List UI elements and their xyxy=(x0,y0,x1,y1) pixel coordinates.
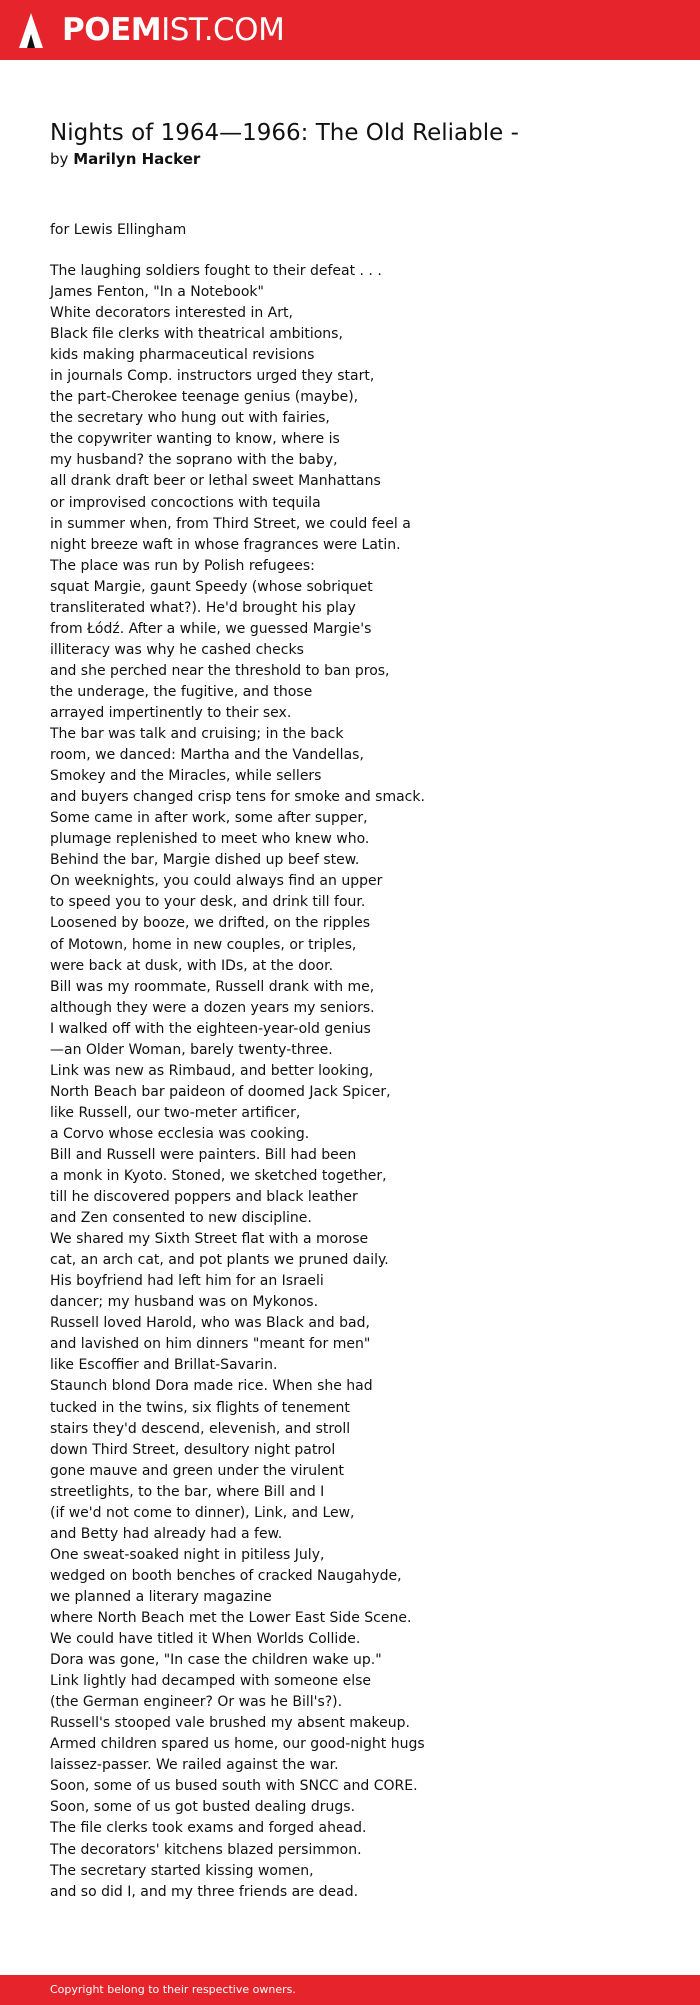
author-name: Marilyn Hacker xyxy=(73,150,201,168)
poem-line: from Łódź. After a while, we guessed Margie's xyxy=(50,620,372,637)
poem-line: of Motown, home in new couples, or triples, xyxy=(50,936,357,953)
site-footer xyxy=(0,1975,700,2005)
poem-line: Link lightly had decamped with someone else xyxy=(50,1673,371,1690)
poem-line: all drank draft beer or lethal sweet Manhattans xyxy=(50,473,381,490)
logo-bold-text: POEM xyxy=(62,12,162,48)
poem-line: night breeze waft in whose fragrances were Latin. xyxy=(50,536,401,553)
poem-line: down Third Street, desultory night patrol xyxy=(50,1441,336,1458)
poem-line: (the German engineer? Or was he Bill's?). xyxy=(50,1694,343,1711)
poem-line: The bar was talk and cruising; in the back xyxy=(50,726,344,743)
poem-line: The decorators' kitchens blazed persimmon. xyxy=(50,1841,362,1858)
poem-line: Link was new as Rimbaud, and better looking, xyxy=(50,1062,374,1079)
poem-line: We could have titled it When Worlds Collide. xyxy=(50,1631,361,1648)
poem-line: White decorators interested in Art, xyxy=(50,305,293,322)
poem-line: streetlights, to the bar, where Bill and I xyxy=(50,1483,325,1500)
poem-line: a Corvo whose ecclesia was cooking. xyxy=(50,1125,310,1142)
poem-line: Russell loved Harold, who was Black and bad, xyxy=(50,1315,370,1332)
poem-line: till he discovered poppers and black leather xyxy=(50,1189,358,1206)
poem-line: and Zen consented to new discipline. xyxy=(50,1210,312,1227)
poem-line: or improvised concoctions with tequila xyxy=(50,494,321,511)
poem-line: the part-Cherokee teenage genius (maybe), xyxy=(50,389,359,406)
poem-line: a monk in Kyoto. Stoned, we sketched together, xyxy=(50,1168,387,1185)
logo-light-text: IST.COM xyxy=(161,12,285,48)
poem-line: illiteracy was why he cashed checks xyxy=(50,641,304,658)
poem-line: Russell's stooped vale brushed my absent makeup. xyxy=(50,1715,410,1732)
poem-line: my husband? the soprano with the baby, xyxy=(50,452,338,469)
poem-line: Soon, some of us got busted dealing drugs. xyxy=(50,1799,356,1816)
poem-line: and buyers changed crisp tens for smoke and smack. xyxy=(50,789,425,806)
poem-line: kids making pharmaceutical revisions xyxy=(50,347,315,364)
poem-line: gone mauve and green under the virulent xyxy=(50,1462,345,1479)
poem-line: dancer; my husband was on Mykonos. xyxy=(50,1294,319,1311)
poem-line: Smokey and the Miracles, while sellers xyxy=(50,768,322,785)
poem-line: I walked off with the eighteen-year-old genius xyxy=(50,1020,371,1037)
poem-line: where North Beach met the Lower East Side Scene. xyxy=(50,1610,412,1626)
poem-line: His boyfriend had left him for an Israeli xyxy=(50,1273,324,1290)
poem-body xyxy=(50,261,425,1903)
poem-line: The place was run by Polish refugees: xyxy=(50,557,315,574)
poem-line: The secretary started kissing women, xyxy=(50,1862,314,1879)
poem-line: Bill was my roommate, Russell drank with me, xyxy=(50,978,375,995)
site-header xyxy=(0,0,700,60)
poem-line: squat Margie, gaunt Speedy (whose sobriquet xyxy=(50,578,373,595)
poem-line: in summer when, from Third Street, we could feel a xyxy=(50,515,411,532)
poem-line: Behind the bar, Margie dished up beef stew. xyxy=(50,852,360,869)
poem-line: —an Older Woman, barely twenty-three. xyxy=(50,1041,333,1058)
poem-line: transliterated what?). He'd brought his play xyxy=(50,599,356,616)
poem-line: and so did I, and my three friends are dead. xyxy=(50,1883,359,1900)
poem-line: arrayed impertinently to their sex. xyxy=(50,704,292,721)
poem-line: One sweat-soaked night in pitiless July, xyxy=(50,1546,325,1563)
site-logo[interactable] xyxy=(62,10,284,50)
poem-line: Soon, some of us bused south with SNCC and CORE. xyxy=(50,1778,418,1795)
poem-line: Dora was gone, "In case the children wake up." xyxy=(50,1652,382,1669)
poem-line: to speed you to your desk, and drink till four. xyxy=(50,894,366,911)
poem-line: room, we danced: Martha and the Vandellas, xyxy=(50,747,364,764)
poem-line: like Russell, our two-meter artificer, xyxy=(50,1104,301,1121)
poem-line: We shared my Sixth Street flat with a morose xyxy=(50,1231,369,1248)
poem-line: in journals Comp. instructors urged they start, xyxy=(50,368,375,385)
poem-line: we planned a literary magazine xyxy=(50,1588,272,1605)
poem-line: and she perched near the threshold to ban pros, xyxy=(50,662,390,679)
poem-title: Nights of 1964—1966: The Old Reliable - xyxy=(50,120,519,146)
poem-line: Staunch blond Dora made rice. When she had xyxy=(50,1378,373,1395)
poem-line: North Beach bar paideon of doomed Jack Spicer, xyxy=(50,1083,391,1100)
byline xyxy=(50,149,200,169)
poem-line: Bill and Russell were painters. Bill had been xyxy=(50,1146,357,1163)
poem-line: On weeknights, you could always find an upper xyxy=(50,873,383,890)
pencil-tip-icon xyxy=(18,12,44,50)
poem-line: wedged on booth benches of cracked Naugahyde, xyxy=(50,1567,402,1584)
copyright-notice: Copyright belong to their respective owners. xyxy=(50,1983,296,1996)
poem-line: Black file clerks with theatrical ambitions, xyxy=(50,326,343,343)
poem-line: laissez-passer. We railed against the war. xyxy=(50,1757,339,1774)
poem-line: Armed children spared us home, our good-night hugs xyxy=(50,1736,425,1753)
poem-line: The file clerks took exams and forged ahead. xyxy=(50,1820,367,1837)
poem-line: James Fenton, "In a Notebook" xyxy=(50,284,264,301)
by-prefix: by xyxy=(50,150,69,168)
poem-line: plumage replenished to meet who knew who. xyxy=(50,831,370,848)
poem-line: tucked in the twins, six flights of tenement xyxy=(50,1399,350,1416)
poem-line: like Escoffier and Brillat-Savarin. xyxy=(50,1357,278,1374)
poem-line: and lavished on him dinners "meant for men" xyxy=(50,1336,371,1353)
poem-line: cat, an arch cat, and pot plants we pruned daily. xyxy=(50,1252,389,1269)
poem-line: (if we'd not come to dinner), Link, and Lew, xyxy=(50,1504,355,1521)
poem-line: stairs they'd descend, elevenish, and stroll xyxy=(50,1420,351,1437)
poem-line: Some came in after work, some after supper, xyxy=(50,810,368,827)
poem-line: although they were a dozen years my seniors. xyxy=(50,999,375,1016)
poem-line: The laughing soldiers fought to their defeat . . . xyxy=(50,263,382,279)
poem-line: were back at dusk, with IDs, at the door. xyxy=(50,957,334,974)
poem-line: the copywriter wanting to know, where is xyxy=(50,431,340,448)
poem-line: and Betty had already had a few. xyxy=(50,1525,283,1542)
poem-line: Loosened by booze, we drifted, on the ripples xyxy=(50,915,371,932)
poem-dedication: for Lewis Ellingham xyxy=(50,222,187,238)
poem-line: the secretary who hung out with fairies, xyxy=(50,410,330,427)
poem-line: the underage, the fugitive, and those xyxy=(50,683,313,700)
